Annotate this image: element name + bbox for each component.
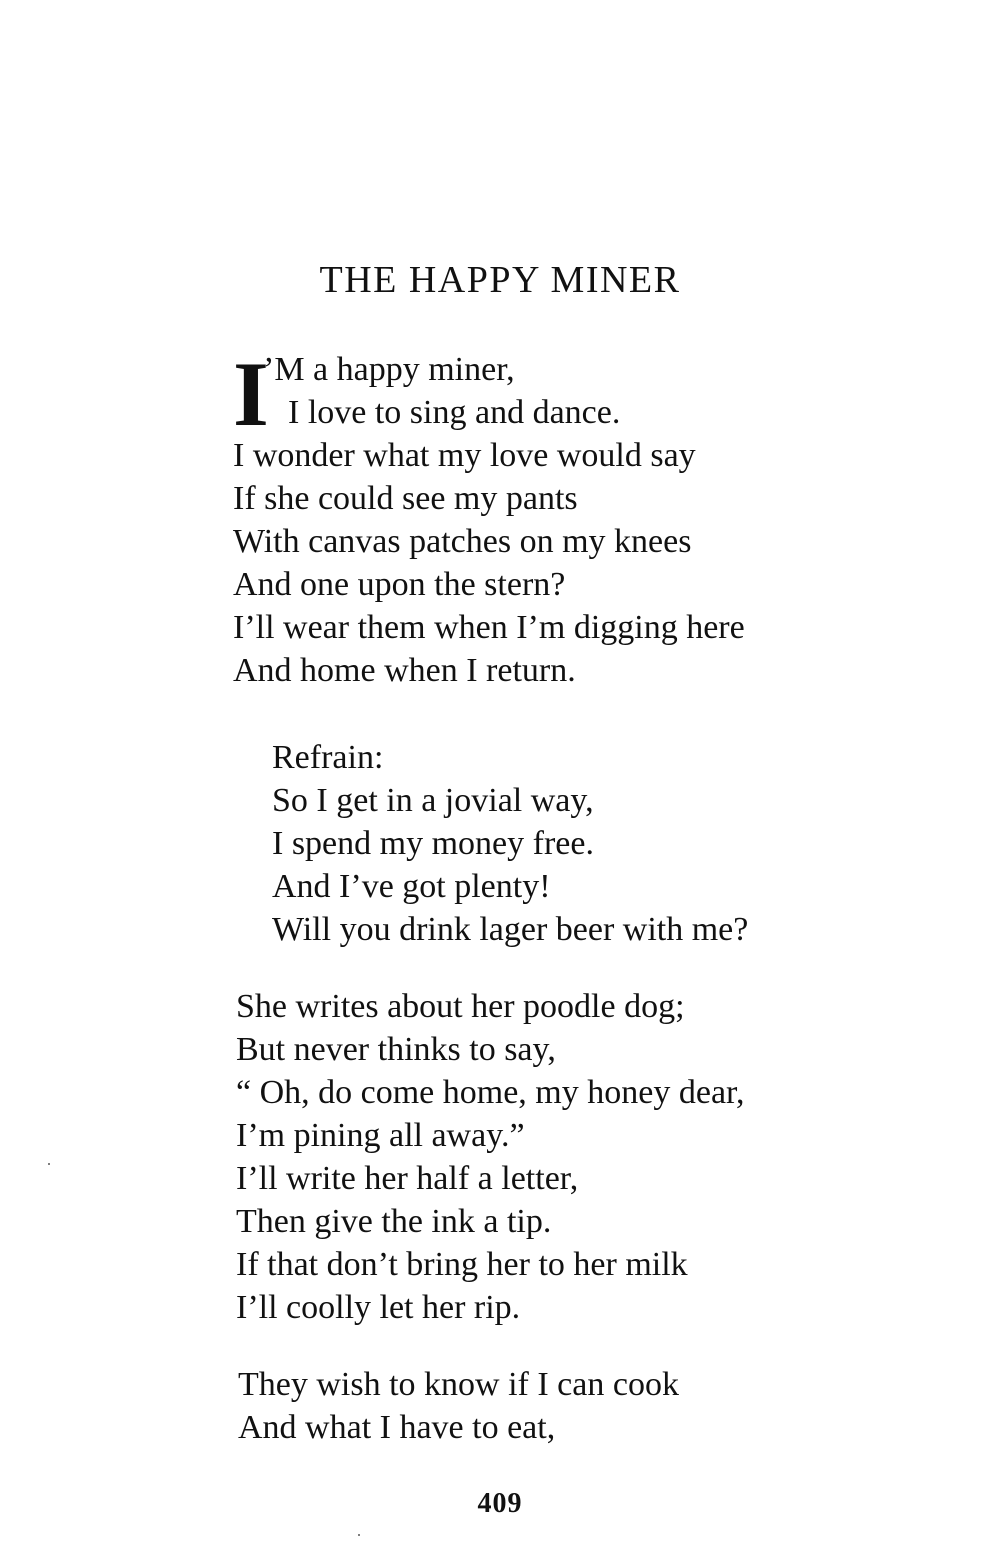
poem-line: “ Oh, do come home, my honey dear, <box>236 1074 745 1111</box>
poem-line: I’ll write her half a letter, <box>236 1160 579 1197</box>
stanza-2 <box>236 985 745 1329</box>
poem-line: I’ll coolly let her rip. <box>236 1289 521 1326</box>
poem-line: I’m pining all away.” <box>236 1117 525 1154</box>
stanza-1 <box>233 343 745 692</box>
poem-line: And one upon the stern? <box>233 566 566 603</box>
scan-speck <box>48 1163 50 1165</box>
poem-line: Will you drink lager beer with me? <box>272 911 749 948</box>
poem-line: I love to sing and dance. <box>288 394 621 431</box>
refrain <box>272 736 748 951</box>
poem-line: And home when I return. <box>233 652 576 689</box>
poem-line: She writes about her poodle dog; <box>236 988 685 1025</box>
poem-line: I spend my money free. <box>272 825 594 862</box>
poem-line: I’ll wear them when I’m digging here <box>233 609 745 646</box>
poem-line: With canvas patches on my knees <box>233 523 692 560</box>
poem-line: But never thinks to say, <box>236 1031 556 1068</box>
poem-line: And what I have to eat, <box>238 1409 556 1446</box>
refrain-heading: Refrain: <box>272 739 384 776</box>
stanza-3 <box>238 1363 679 1449</box>
poem-line: I wonder what my love would say <box>233 437 696 474</box>
poem-line: Then give the ink a tip. <box>236 1203 552 1240</box>
scan-speck <box>358 1534 360 1536</box>
poem-line: They wish to know if I can cook <box>238 1366 679 1403</box>
page-number: 409 <box>477 1488 523 1519</box>
poem-title: THE HAPPY MINER <box>319 259 681 301</box>
poem-line: And I’ve got plenty! <box>272 868 551 905</box>
poem-line: So I get in a jovial way, <box>272 782 594 819</box>
drop-cap: I <box>233 343 269 445</box>
opening-lines <box>233 343 745 445</box>
poem-line: If that don’t bring her to her milk <box>236 1246 688 1283</box>
poem-line: If she could see my pants <box>233 480 578 517</box>
poem-line: ’M a happy miner, <box>263 351 515 388</box>
